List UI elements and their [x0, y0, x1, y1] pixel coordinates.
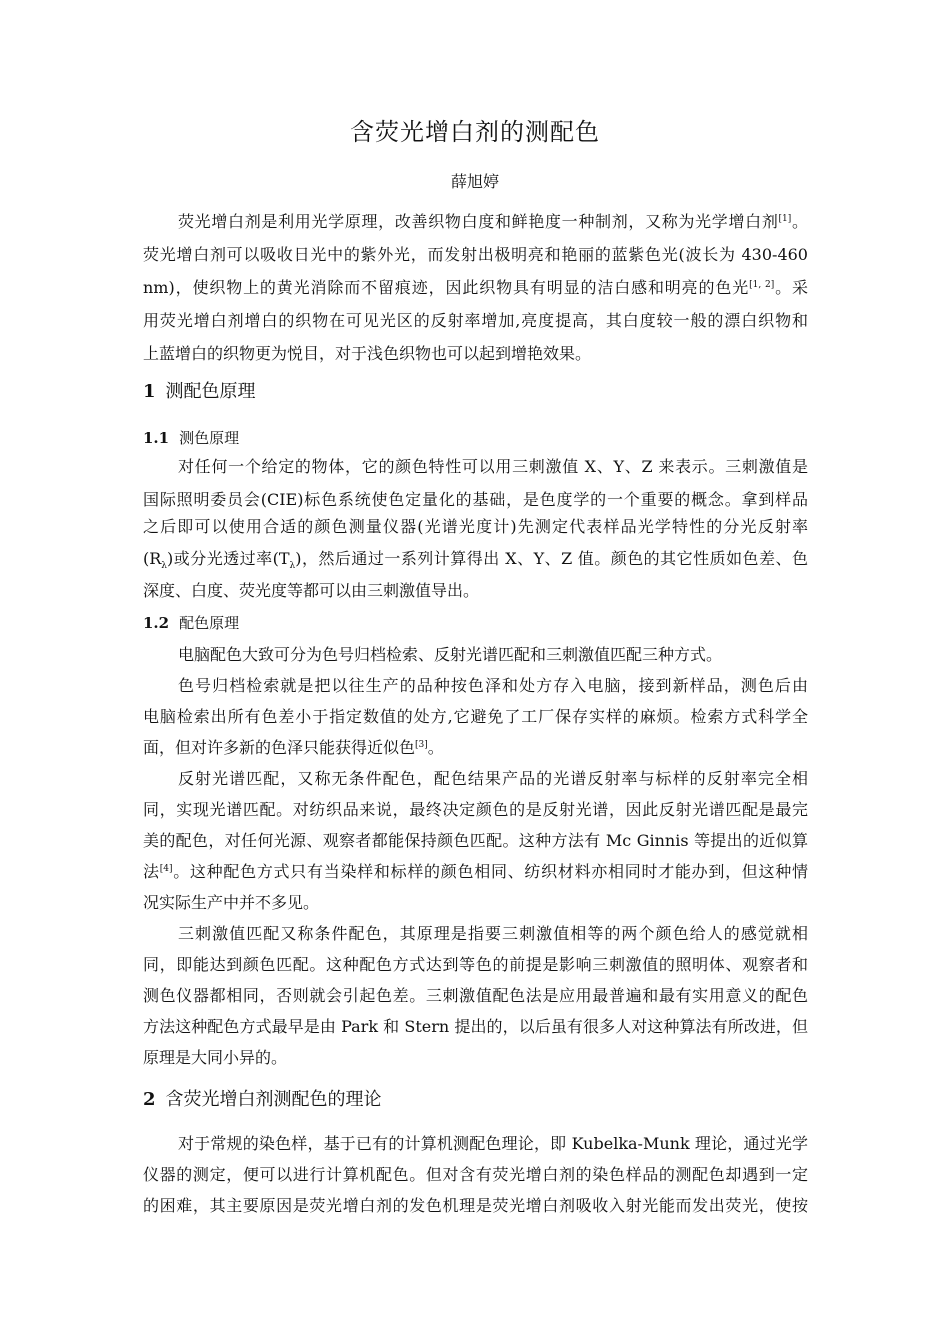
paragraph-line: 法[4]。这种配色方式只有当染样和标样的颜色相同、纺织材料亦相同时才能办到，但这种情 — [143, 862, 808, 881]
paragraph-line: 之后即可以使用合适的颜色测量仪器(光谱光度计)先测定代表样品光学特性的分光反射率 — [143, 517, 808, 536]
paragraph-line: 方法这种配色方式最早是由 Park 和 Stern 提出的，以后虽有很多人对这种算法有所改进，但 — [143, 1017, 808, 1036]
document-title: 含荧光增白剂的测配色 — [350, 118, 600, 146]
paragraph-line: 同，即能达到颜色匹配。这种配色方式达到等色的前提是影响三刺激值的照明体、观察者和 — [143, 955, 808, 974]
paragraph-line: 同，实现光谱匹配。对纺织品来说，最终决定颜色的是反射光谱，因此反射光谱匹配是最完 — [143, 800, 808, 819]
subsection-heading: 1.1 测色原理 — [143, 429, 240, 447]
citation[interactable]: [3] — [415, 740, 428, 750]
subsection-heading: 1.2 配色原理 — [143, 614, 240, 632]
paragraph-line: 原理是大同小异的。 — [143, 1048, 288, 1067]
citation[interactable]: [1] — [778, 214, 792, 224]
paragraph-line: 美的配色，对任何光源、观察者都能保持颜色匹配。这种方法有 Mc Ginnis 等提出的近似算 — [143, 831, 808, 850]
paragraph-line: 对任何一个给定的物体，它的颜色特性可以用三刺激值 X、Y、Z 来表示。三刺激值是 — [178, 457, 808, 476]
paragraph-line: 荧光增白剂是利用光学原理，改善织物白度和鲜艳度一种制剂，又称为光学增白剂[1]。 — [178, 212, 808, 231]
paragraph-line: 深度、白度、荧光度等都可以由三刺激值导出。 — [143, 581, 480, 600]
paragraph-line: 上蓝增白的织物更为悦目，对于浅色织物也可以起到增艳效果。 — [143, 344, 592, 363]
paragraph-line: 对于常规的染色样，基于已有的计算机测配色理论，即 Kubelka-Munk 理论，通过光学 — [178, 1134, 808, 1153]
paragraph-line: 荧光增白剂可以吸收日光中的紫外光，而发射出极明亮和艳丽的蓝紫色光(波长为 430-460 — [143, 245, 808, 264]
citation[interactable]: [1, 2] — [749, 280, 775, 290]
paragraph-line: 仪器的测定，便可以进行计算机配色。但对含有荧光增白剂的染色样品的测配色却遇到一定 — [143, 1165, 808, 1184]
section-heading: 2 含荧光增白剂测配色的理论 — [143, 1089, 382, 1110]
paragraph-line: 反射光谱匹配，又称无条件配色，配色结果产品的光谱反射率与标样的反射率完全相 — [178, 769, 808, 788]
paragraph-line: 电脑检索出所有色差小于指定数值的处方,它避免了工厂保存实样的麻烦。检索方式科学全 — [143, 707, 808, 726]
citation[interactable]: [4] — [159, 864, 173, 874]
paragraph-line: 色号归档检索就是把以往生产的品种按色泽和处方存入电脑，接到新样品，测色后由 — [178, 676, 808, 695]
paragraph-line: 国际照明委员会(CIE)标色系统使色定量化的基础，是色度学的一个重要的概念。拿到样品 — [143, 490, 808, 509]
paragraph-line: 测色仪器都相同，否则就会引起色差。三刺激值配色法是应用最普遍和最有实用意义的配色 — [143, 986, 808, 1005]
paragraph-line: 况实际生产中并不多见。 — [143, 893, 320, 912]
paragraph-line: $(R_\lambda)$或分光透过率$(T_\lambda)$，然后通过一系列计算得出 X、Y、Z 值。颜色的其它性质如色差、色 — [143, 549, 808, 571]
paragraph-line: 用荧光增白剂增白的织物在可见光区的反射率增加,亮度提高，其白度较一般的漂白织物和 — [143, 311, 808, 330]
paragraph-line: 三刺激值匹配又称条件配色，其原理是指要三刺激值相等的两个颜色给人的感觉就相 — [178, 924, 808, 943]
paragraph-line: 的困难，其主要原因是荧光增白剂的发色机理是荧光增白剂吸收入射光能而发出荧光，使按 — [143, 1196, 808, 1215]
author-name: 薛旭婷 — [450, 172, 499, 191]
paragraph-line: 面，但对许多新的色泽只能获得近似色[3]。 — [143, 738, 444, 757]
paragraph-line: 电脑配色大致可分为色号归档检索、反射光谱匹配和三刺激值匹配三种方式。 — [178, 645, 723, 664]
paragraph-line: nm)，使织物上的黄光消除而不留痕迹，因此织物具有明显的洁白感和明亮的色光[1, 2]。采 — [143, 278, 808, 297]
section-heading: 1 测配色原理 — [143, 381, 256, 402]
